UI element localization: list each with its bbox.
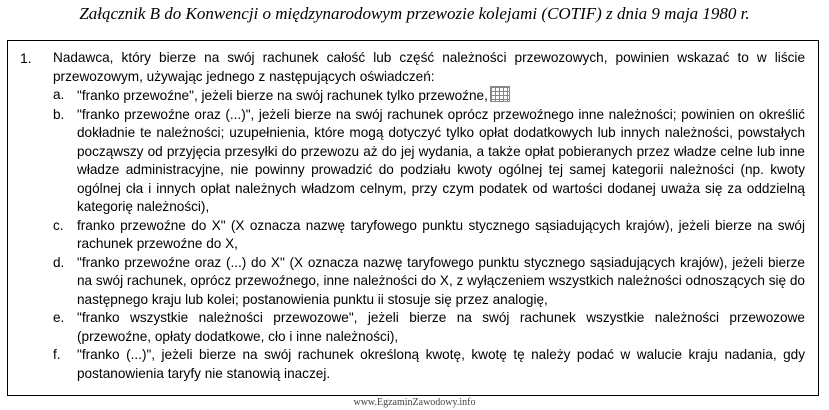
section-number: 1. xyxy=(20,50,32,66)
document-title: Załącznik B do Konwencji o międzynarodowym przewozie kolejami (COTIF) z dnia 9 maja 1980 r. xyxy=(79,4,750,23)
qr-code-icon xyxy=(490,86,510,102)
item-text: "franko przewoźne", jeżeli bierze na swój rachunek tylko przewoźne, xyxy=(77,88,488,103)
item-text: "franko przewoźne oraz (...)", jeżeli bierze na swój rachunek oprócz przewoźnego inne należności; powinien on określić dokładnie te należności; uzupełnienia, które mogą dotyczyć tylko opłat dodatkowych lub innych należności, powstałych począwszy od przyjęcia przesyłki do przewozu aż do jej wydania, a także opłat pobieranych przez władze celne lub inne władze administracyjne, nie powinny prowadzić do podziału kwoty ogólnej tej samej kategorii należności (np. kwoty ogólnej cła i innych opłat należnych władzom celnym, przy czym podatek od wartości dodanej uważa się za oddzielną kategorię należności), xyxy=(77,106,805,214)
item-text: franko przewoźne do X" (X oznacza nazwę taryfowego punktu stycznego sąsiadujących krajów), jeżeli bierze na swój rachunek przewoźne do X, xyxy=(77,217,805,251)
item-letter: f. xyxy=(53,347,61,362)
item-letter: e. xyxy=(53,310,65,325)
item-text: "franko wszystkie należności przewozowe", jeżeli bierze na swój rachunek wszystkie należności przewozowe (przewoźne, opłaty dodatkowe, cło i inne należności), xyxy=(77,310,805,344)
item-text: "franko przewoźne oraz (...) do X" (X oznacza nazwę taryfowego punktu stycznego sąsiadujących krajów), jeżeli bierze na swój rachunek, oprócz przewoźnego, inne należności do X, z wyłączeniem wszystkich należności odnoszących się do następnego kraju lub kolei; postanowienia punktu ii stosuje się przez analogię, xyxy=(77,254,805,307)
watermark: www.EgzaminZawodowy.info xyxy=(353,397,476,408)
item-text: "franko (...)", jeżeli bierze na swój rachunek określoną kwotę, kwotę tę należy podać w walucie kraju nadania, gdy postanowienia taryfy nie stanowią inaczej. xyxy=(77,347,805,381)
list-item-d xyxy=(53,254,805,310)
list-item-a xyxy=(53,86,805,106)
item-letter: b. xyxy=(53,106,65,122)
item-letter: a. xyxy=(53,87,65,102)
statement-list xyxy=(53,86,805,383)
intro-text: Nadawca, który bierze na swój rachunek całość lub część należności przewozowych, powinien wskazać to w liście przewozowym, używając jednego z następujących oświadczeń: xyxy=(53,50,805,84)
item-letter: c. xyxy=(53,217,64,233)
list-item-f xyxy=(53,346,805,383)
section-content xyxy=(53,49,805,383)
content-box xyxy=(7,40,819,396)
list-item-e xyxy=(53,309,805,346)
list-item-c xyxy=(53,217,805,254)
list-item-b xyxy=(53,106,805,217)
item-letter: d. xyxy=(53,254,65,270)
